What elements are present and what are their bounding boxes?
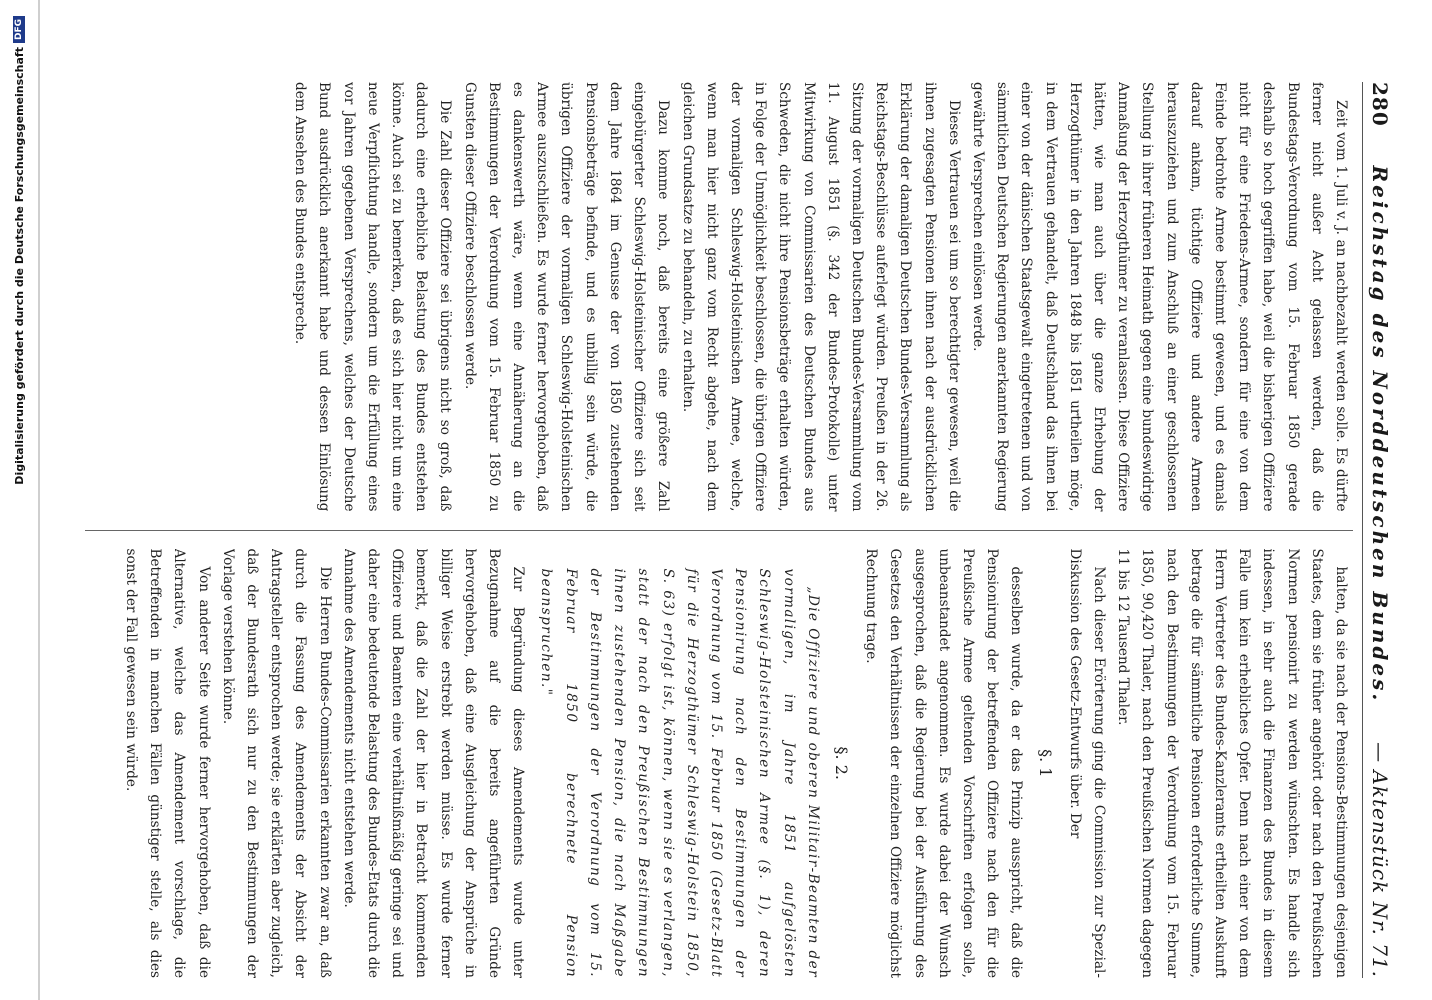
section-mark: §. 2. — [831, 746, 851, 780]
section-mark: §. 1 — [1035, 749, 1055, 778]
paragraph: Dazu komme noch, daß bereits eine größere Zahl eingebürgerter Schleswig-Holsteinischer Offiziere sich seit dem Jahre 1864 im Genusse der von 1850 zustehenden Pensionsbeträge befinde, und es unbillig sein würde, die übrigen Offiziere der vormaligen Schleswig-Holsteinischen Armee auszuschließen. Es wurde ferner hervorgehoben, daß es dankenswerth wäre, wenn eine Annäherung an die Bestimmungen der Verordnung vom 15. Februar 1850 zu Gunsten dieser Offiziere beschlossen werde. — [461, 82, 672, 512]
paragraph: desselben wurde, da er das Prinzip ausspricht, daß die Pensionirung der betreffenden Offiziere nach den für die Preußische Armee geltenden Vorschriften erfolgen solle, unbeanstandet angenommen. Es wurde dabei der Wunsch ausgesprochen, daß die Regierung bei der Ausführung des Gesetzes den Verhältnissen der einzelnen Offiziere möglichst Rechnung trage. — [863, 548, 1025, 978]
paragraph: Zeit vom 1. Juli v. J. an nachbezahlt werden solle. Es dürfte ferner nicht außer Acht gelassen werden, daß die Bundestags-Verordnung vom 15. Februar 1850 gerade deshalb so hoch gegriffen habe, weil die bisherigen Offiziere nicht für eine Friedens-Armee, sondern für eine von dem Feinde bedrohte Armee bestimmt gewesen, und es damals darauf ankam, tüchtige Offiziere und andere Armeen herauszuziehen und zum Anschluß an einer geschlossenen Stellung in ihrer früheren Heimath gegen eine bundeswidrige Anmaßung der Herzogthümer zu veranlassen. Diese Offiziere hätten, wie man auch über die ganze Erhebung der Herzogthümer in den Jahren 1848 bis 1851 urtheilen möge, in dem Vertrauen gehandelt, daß Deutschland das ihnen bei einer von der dänischen Staatsgewalt eingetretenen und von sämmtlichen Deutschen Regierungen anerkannten Regierung gewährte Versprechen einlösen werde. — [969, 82, 1349, 512]
paragraph: Dieses Vertrauen sei um so berechtigter gewesen, weil die ihnen zugesagten Pensionen ihnen nach der ausdrücklichen Erklärung der damaligen Deutschen Bundes-Versammlung als Reichstags-Beschlüsse auferlegt würden. Preußen in der 26. Sitzung der vormaligen Deutschen Bundes-Versammlung vom 11. August 1851 (§. 342 der Bundes-Protokolle) unter Mitwirkung von Commissarien des Deutschen Bundes aus Schweden, die nicht ihre Pensionsbeträge erhalten würden, in Folge der Unmöglichkeit beschlossen, die übrigen Offiziere der vormaligen Schleswig-Holsteinischen Armee, welche, wenn man hier nicht ganz vom Recht abgehe, nach dem gleichen Grundsatze zu behandeln, zu erhalten. — [679, 82, 962, 512]
scan-edge — [38, 0, 40, 1000]
rotated-page — [75, 52, 1405, 998]
left-column — [85, 82, 1353, 512]
paragraph: Die Zahl dieser Offiziere sei übrigens nicht so groß, daß dadurch eine erhebliche Belastung des Bundes entstehen könne. Auch sei zu bemerken, daß es sich hier nicht um eine neue Verpflichtung handle, sondern um die Erfüllung eines vor Jahren gegebenen Versprechens, welches der Deutsche Bund ausdrücklich anerkannt habe und dessen Einlösung dem Ansehen des Bundes entspreche. — [292, 82, 454, 512]
paragraph: Die Herren Bundes-Commissarien erkannten zwar an, daß durch die Fassung des Amendements der Absicht der Antragsteller entsprochen werde; sie erklärten aber zugleich, daß der Bundesrath sich nur zu den Bestimmungen der Vorlage verstehen könne. — [219, 548, 333, 978]
running-head — [1362, 82, 1397, 978]
paragraph: halten, da sie nach der Pensions-Bestimmungen desjenigen Staates, dem sie früher angehört oder nach den Preußischen Normen pensionirt zu werden wünschten. Es handle sich indessen, in sehr auch die Finanzen des Bundes in diesem Falle um kein erhebliches Opfer. Denn nach einer von dem Herrn Vertreter des Bundes-Kanzleramts ertheilten Auskunft betrage die für sämmtliche Pensionen erforderliche Summe, nach den Bestimmungen der Verordnung vom 15. Februar 1850, 90,420 Thaler, nach den Preußischen Normen dagegen 11 bis 12 Tausend Thaler. — [1115, 548, 1349, 978]
running-head-document-number: — Aktenstück Nr. 71. — [1368, 742, 1392, 978]
page-number: 280 — [1368, 82, 1392, 127]
digitization-note-text — [4, 0, 34, 1000]
right-column — [85, 549, 1353, 979]
dfg-logo: DFG — [13, 16, 25, 43]
digitization-note — [4, 0, 34, 1000]
digitization-note-label: Digitalisierung gefördert durch die Deutsche Forschungsgemeinschaft — [12, 47, 26, 485]
paragraph: Von anderer Seite wurde ferner hervorgehoben, daß die Alternative, welche das Amendement vorschlage, die Betreffenden in manchen Fällen günstiger stelle, als dies sonst der Fall gewesen sein würde. — [123, 548, 212, 978]
amendment-quote: „Die Offiziere und oberen Militair-Beamten der vormaligen, im Jahre 1851 aufgelösten Schleswig-Holsteinischen Armee (§. 1), deren Pensionirung nach den Bestimmungen der Verordnung vom 15. Februar 1850 (Gesetz-Blatt für die Herzogthümer Schleswig-Holstein 1850, S. 63) erfolgt ist, können, wenn sie es verlangen, statt der nach den Preußischen Bestimmungen ihnen zustehenden Pension, die nach Maßgabe der Bestimmungen der Verordnung vom 15. Februar 1850 berechnete Pension beanspruchen." — [538, 568, 821, 978]
column-divider — [85, 530, 1353, 531]
text-columns — [85, 82, 1353, 978]
paragraph: Nach dieser Erörterung ging die Commission zur Spezial-Diskussion des Gesetz-Entwurfs über. Der — [1066, 548, 1107, 978]
running-head-title: Reichstag des Norddeutschen Bundes. — [1368, 165, 1392, 704]
paragraph: Zur Begründung dieses Amendements wurde unter Bezugnahme auf die bereits angeführten Gründe hervorgehoben, daß eine Ausgleichung der Ansprüche in billiger Weise erstrebt werden müsse. Es wurde ferner bemerkt, daß die Zahl der hier in Betracht kommenden Offiziere und Beamten eine verhältnißmäßig geringe sei und daher eine bedeutende Belastung des Bundes-Etats durch die Annahme des Amendements nicht entstehen werde. — [340, 548, 527, 978]
document-scan — [75, 52, 1405, 998]
